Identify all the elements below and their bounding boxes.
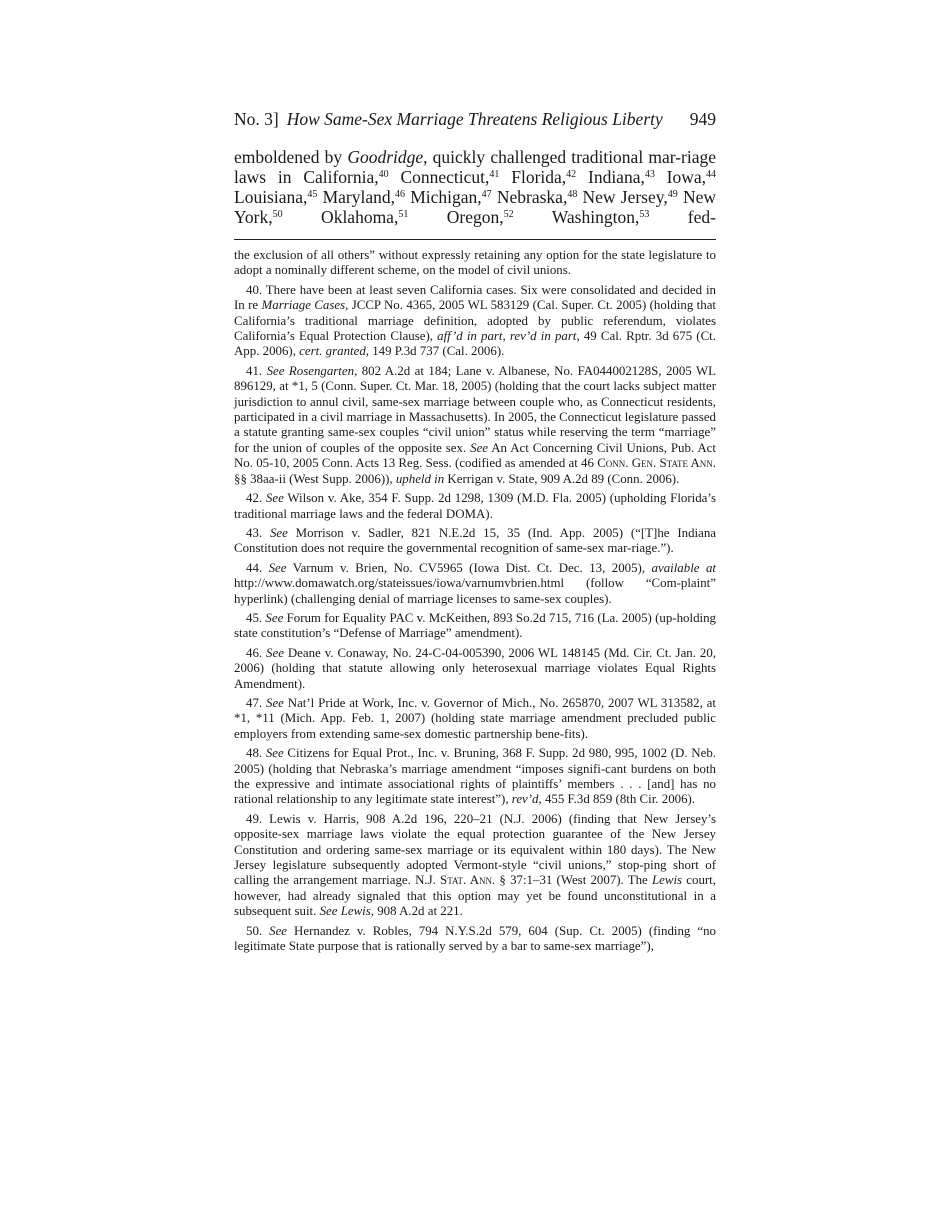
footnotes bbox=[234, 248, 716, 954]
footnote-ref-49[interactable]: 49 bbox=[667, 189, 678, 200]
footnote-48: 48. See Citizens for Equal Prot., Inc. v. Bruning, 368 F. Supp. 2d 980, 995, 1002 (D. Neb. 2005) (holding that Nebraska’s marriage amendment “imposes signifi-cant burdens on both the expressive and intimate associational rights of plaintiffs’ members . . . [and] has no rational relationship to any legitimate state interest”), rev’d, 455 F.3d 859 (8th Cir. 2006). bbox=[234, 746, 716, 807]
footnote-46: 46. See Deane v. Conaway, No. 24-C-04-005390, 2006 WL 148145 (Md. Cir. Ct. Jan. 20, 2006) (holding that statute allowing only heterosexual marriage violates Equal Rights Amendment). bbox=[234, 645, 717, 691]
footnote-ref-52[interactable]: 52 bbox=[503, 209, 514, 220]
body-paragraph: emboldened by Goodridge, quickly challenged traditional mar-riage laws in California,$^{40}$ Connecticut,$^{41}$ Florida,$^{42}$ Indiana,$^{43}$ Iowa,$^{44}$ Louisiana,$^{45}$ Maryland,$^{46}$ Michigan,$^{47}$ Nebraska,$^{48}$ New Jersey,$^{49}$ New York,$^{50}$ Oklahoma,$^{51}$ Oregon,$^{52}$ Washington,$^{53}$ fed- bbox=[234, 147, 717, 227]
footnote-ref-43[interactable]: 43 bbox=[644, 169, 655, 180]
footnote-ref-42[interactable]: 42 bbox=[566, 169, 577, 180]
footnote-42: 42. See Wilson v. Ake, 354 F. Supp. 2d 1298, 1309 (M.D. Fla. 2005) (upholding Florida’s traditional marriage laws and the federal DOMA). bbox=[234, 491, 716, 521]
footnote-ref-44[interactable]: 44 bbox=[706, 169, 717, 180]
footnote-ref-53[interactable]: 53 bbox=[639, 209, 650, 220]
footnote-ref-50[interactable]: 50 bbox=[272, 209, 283, 220]
footnote-ref-46[interactable]: 46 bbox=[395, 189, 406, 200]
footnote-ref-45[interactable]: 45 bbox=[307, 189, 318, 200]
issue-number: No. 3] bbox=[234, 109, 279, 129]
footnote-divider bbox=[234, 239, 716, 240]
footnote-43: 43. See Morrison v. Sadler, 821 N.E.2d 15, 35 (Ind. App. 2005) (“[T]he Indiana Constitution does not require the governmental recognition of same-sex mar-riage.”). bbox=[234, 525, 716, 556]
footnote-ref-48[interactable]: 48 bbox=[567, 189, 578, 200]
footnote-ref-41[interactable]: 41 bbox=[489, 169, 500, 180]
footnote-ref-47[interactable]: 47 bbox=[481, 189, 492, 200]
footnote-continuation: the exclusion of all others” without expressly retaining any option for the state legislature to adopt a nominally different scheme, on the model of civil unions. bbox=[234, 248, 716, 278]
running-title: How Same-Sex Marriage Threatens Religious Liberty bbox=[286, 109, 663, 129]
case-name: Goodridge bbox=[347, 147, 424, 167]
footnote-50: 50. See Hernandez v. Robles, 794 N.Y.S.2d 579, 604 (Sup. Ct. 2005) (finding “no legitimate State purpose that is rationally served by a bar to same-sex marriage”), bbox=[234, 923, 716, 954]
footnote-ref-51[interactable]: 51 bbox=[398, 209, 409, 220]
footnote-40: 40. There have been at least seven California cases. Six were consolidated and decided in In re Marriage Cases, JCCP No. 4365, 2005 WL 583129 (Cal. Super. Ct. 2005) (holding that California’s traditional marriage definition, adopted by public referendum, violates California’s Equal Protection Clause), aff’d in part, rev’d in part, 49 Cal. Rptr. 3d 675 (Ct. App. 2006), cert. granted, 149 P.3d 737 (Cal. 2006). bbox=[234, 282, 716, 359]
page-number: 949 bbox=[689, 109, 716, 129]
footnote-47: 47. See Nat’l Pride at Work, Inc. v. Governor of Mich., No. 265870, 2007 WL 313582, at *1, *11 (Mich. App. Feb. 1, 2007) (holding state marriage amendment precluded public employers from extending same-sex domestic partnership bene-fits). bbox=[234, 695, 716, 741]
footnote-41: 41. See Rosengarten, 802 A.2d at 184; Lane v. Albanese, No. FA044002128S, 2005 WL 896129, at *1, 5 (Conn. Super. Ct. Mar. 18, 2005) (holding that the court lacks subject matter jurisdiction to annul civil, same-sex marriage between couple who, as Connecticut residents, participated in a civil marriage in Massachusetts). In 2005, the Connecticut legislature passed a statute granting same-sex couples “civil union” status while reserving the term “marriage” for the union of couples of the opposite sex. See An Act Concerning Civil Unions, Pub. Act No. 05-10, 2005 Conn. Acts 13 Reg. Sess. (codified as amended at 46 Conn. Gen. State Ann. §§ 38aa-ii (West Supp. 2006)), upheld in Kerrigan v. State, 909 A.2d 89 (Conn. 2006). bbox=[234, 363, 716, 486]
footnote-45: 45. See Forum for Equality PAC v. McKeithen, 893 So.2d 715, 716 (La. 2005) (up-holding state constitution’s “Defense of Marriage” amendment). bbox=[234, 610, 716, 641]
footnote-44: 44. See Varnum v. Brien, No. CV5965 (Iowa Dist. Ct. Dec. 13, 2005), available at http://www.domawatch.org/stateissues/iowa/varnumvbrien.html (follow “Com-plaint” hyperlink) (challenging denial of marriage licenses to same-sex couples). bbox=[234, 560, 716, 606]
footnote-ref-40[interactable]: 40 bbox=[378, 169, 389, 180]
running-header bbox=[234, 108, 716, 132]
footnote-49: 49. Lewis v. Harris, 908 A.2d 196, 220–21 (N.J. 2006) (finding that New Jersey’s opposite-sex marriage laws violate the equal protection guarantee of the New Jersey Constitution and ordering same-sex marriage or its equivalent within 180 days). The New Jersey legislature subsequently adopted Vermont-style “civil unions,” stop-ping short of calling the arrangement marriage. N.J. Stat. Ann. § 37:1–31 (West 2007). The Lewis court, however, had already signaled that this option may yet be found unconstitutional in a subsequent suit. See Lewis, 908 A.2d at 221. bbox=[234, 811, 716, 919]
page bbox=[234, 108, 716, 958]
